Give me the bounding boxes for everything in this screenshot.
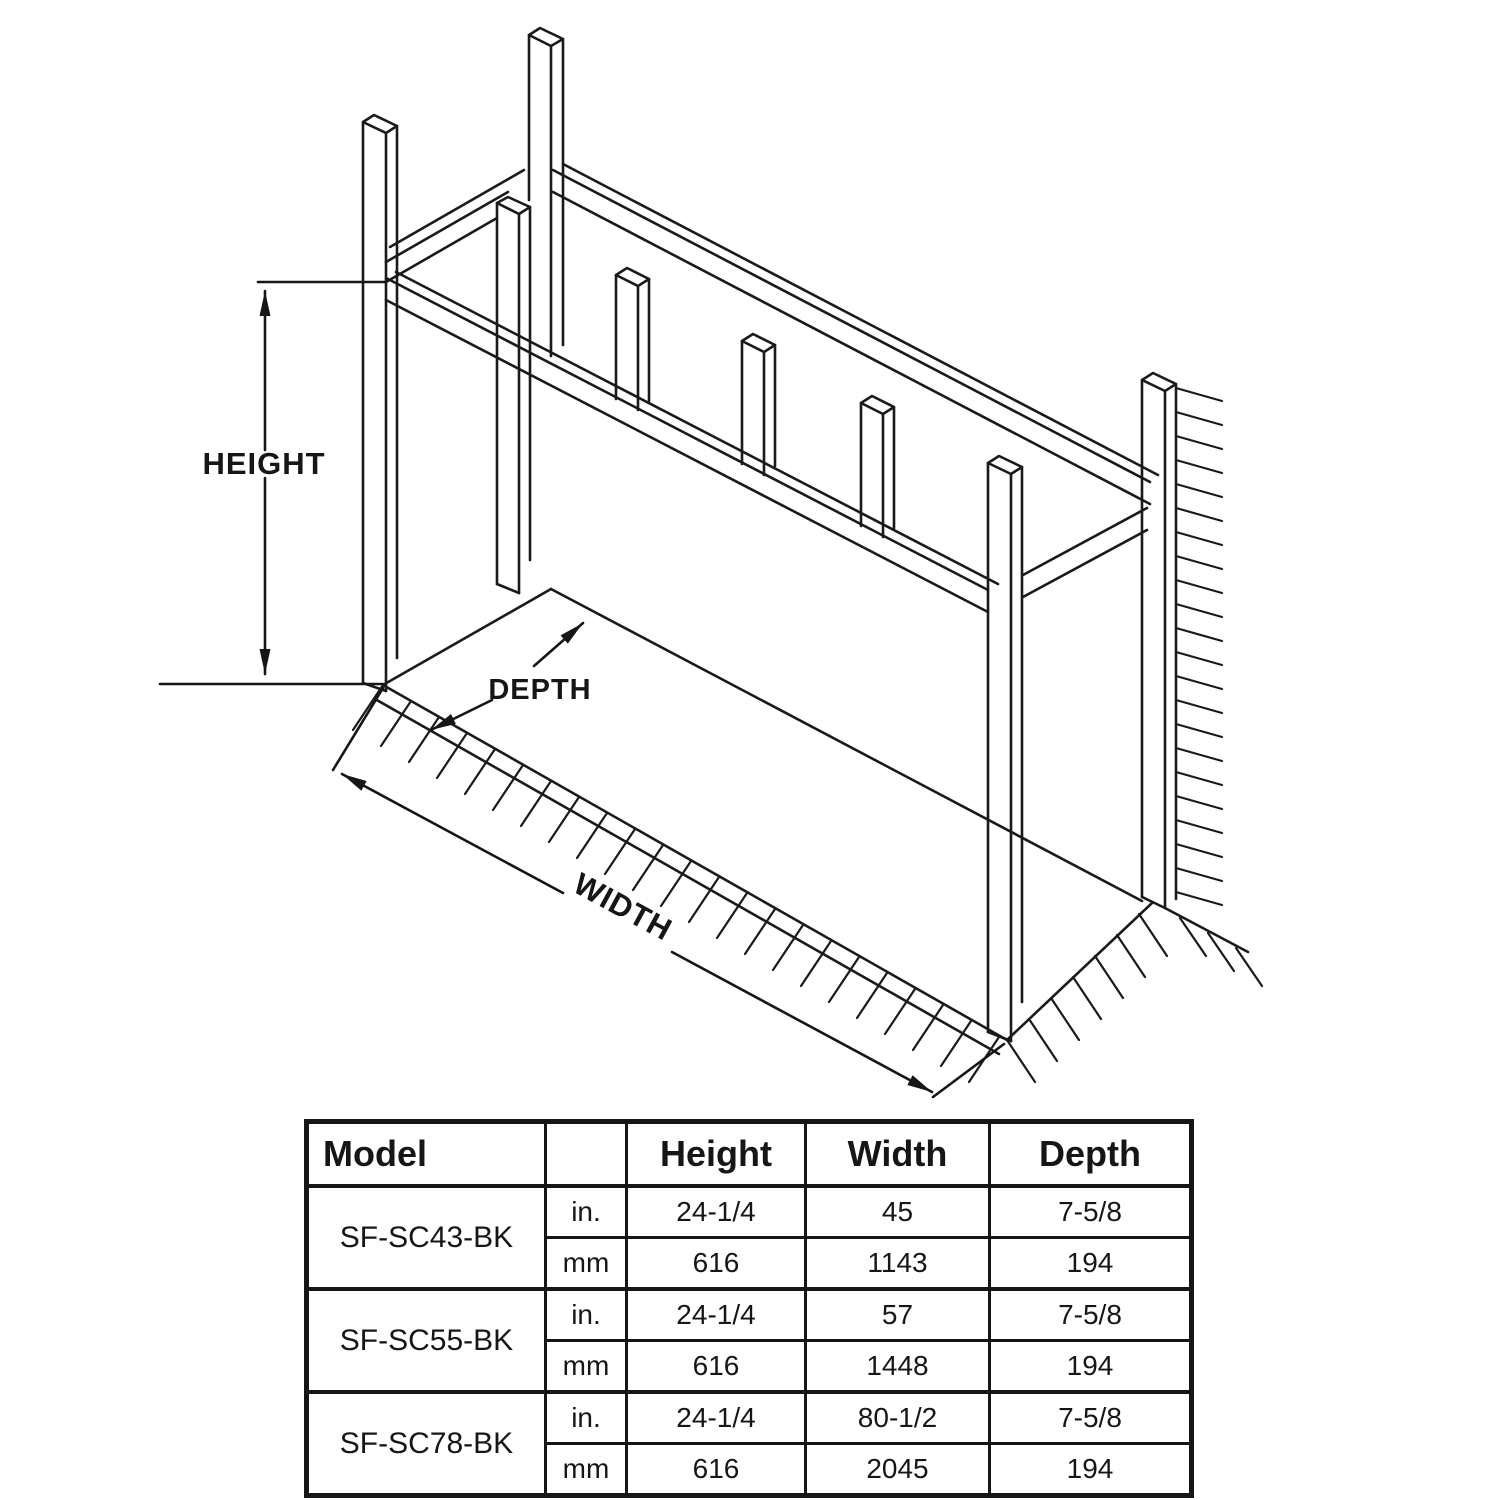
depth-dimension-label: DEPTH xyxy=(488,674,592,706)
width-value: 2045 xyxy=(806,1444,990,1496)
spec-table-container xyxy=(304,1119,1196,1498)
depth-value: 194 xyxy=(990,1341,1192,1393)
model-cell: SF-SC55-BK xyxy=(307,1289,546,1392)
height-value: 616 xyxy=(627,1341,806,1393)
col-header-height: Height xyxy=(627,1122,806,1187)
depth-value: 7-5/8 xyxy=(990,1392,1192,1444)
col-header-width: Width xyxy=(806,1122,990,1187)
unit-cell: in. xyxy=(546,1392,627,1444)
left-depth-rail xyxy=(386,170,524,282)
width-value: 80-1/2 xyxy=(806,1392,990,1444)
width-value: 57 xyxy=(806,1289,990,1341)
frame-wireframe xyxy=(363,28,1248,1054)
height-value: 24-1/4 xyxy=(627,1289,806,1341)
rear-right-stud xyxy=(1142,373,1176,908)
height-dimension-label: HEIGHT xyxy=(202,446,326,481)
rear-left-jack-stud xyxy=(497,197,530,593)
width-dimension-label: WIDTH xyxy=(567,865,679,948)
right-depth-rail xyxy=(1023,508,1147,597)
header-row xyxy=(307,1122,1192,1187)
unit-cell: mm xyxy=(546,1238,627,1290)
spec-table xyxy=(304,1119,1194,1498)
front-right-stud xyxy=(988,456,1022,1041)
unit-cell: in. xyxy=(546,1289,627,1341)
width-value: 45 xyxy=(806,1186,990,1238)
height-value: 616 xyxy=(627,1238,806,1290)
height-value: 24-1/4 xyxy=(627,1392,806,1444)
depth-value: 7-5/8 xyxy=(990,1186,1192,1238)
unit-cell: mm xyxy=(546,1341,627,1393)
unit-cell: mm xyxy=(546,1444,627,1496)
front-header-beam xyxy=(386,272,998,612)
height-value: 616 xyxy=(627,1444,806,1496)
table-row xyxy=(307,1289,1192,1341)
width-value: 1448 xyxy=(806,1341,990,1393)
depth-value: 194 xyxy=(990,1444,1192,1496)
floor-lines xyxy=(375,589,1248,1054)
depth-value: 7-5/8 xyxy=(990,1289,1192,1341)
width-value: 1143 xyxy=(806,1238,990,1290)
model-cell: SF-SC43-BK xyxy=(307,1186,546,1289)
table-row xyxy=(307,1186,1192,1238)
unit-cell: in. xyxy=(546,1186,627,1238)
rear-left-king-stud xyxy=(529,28,563,356)
depth-value: 194 xyxy=(990,1238,1192,1290)
model-cell: SF-SC78-BK xyxy=(307,1392,546,1496)
rear-header-beam xyxy=(553,164,1158,504)
col-header-unit xyxy=(546,1122,627,1187)
wall-hatching xyxy=(1176,388,1222,905)
col-header-model: Model xyxy=(307,1122,546,1187)
col-header-depth: Depth xyxy=(990,1122,1192,1187)
height-value: 24-1/4 xyxy=(627,1186,806,1238)
table-row xyxy=(307,1392,1192,1444)
front-left-stud xyxy=(363,115,397,691)
